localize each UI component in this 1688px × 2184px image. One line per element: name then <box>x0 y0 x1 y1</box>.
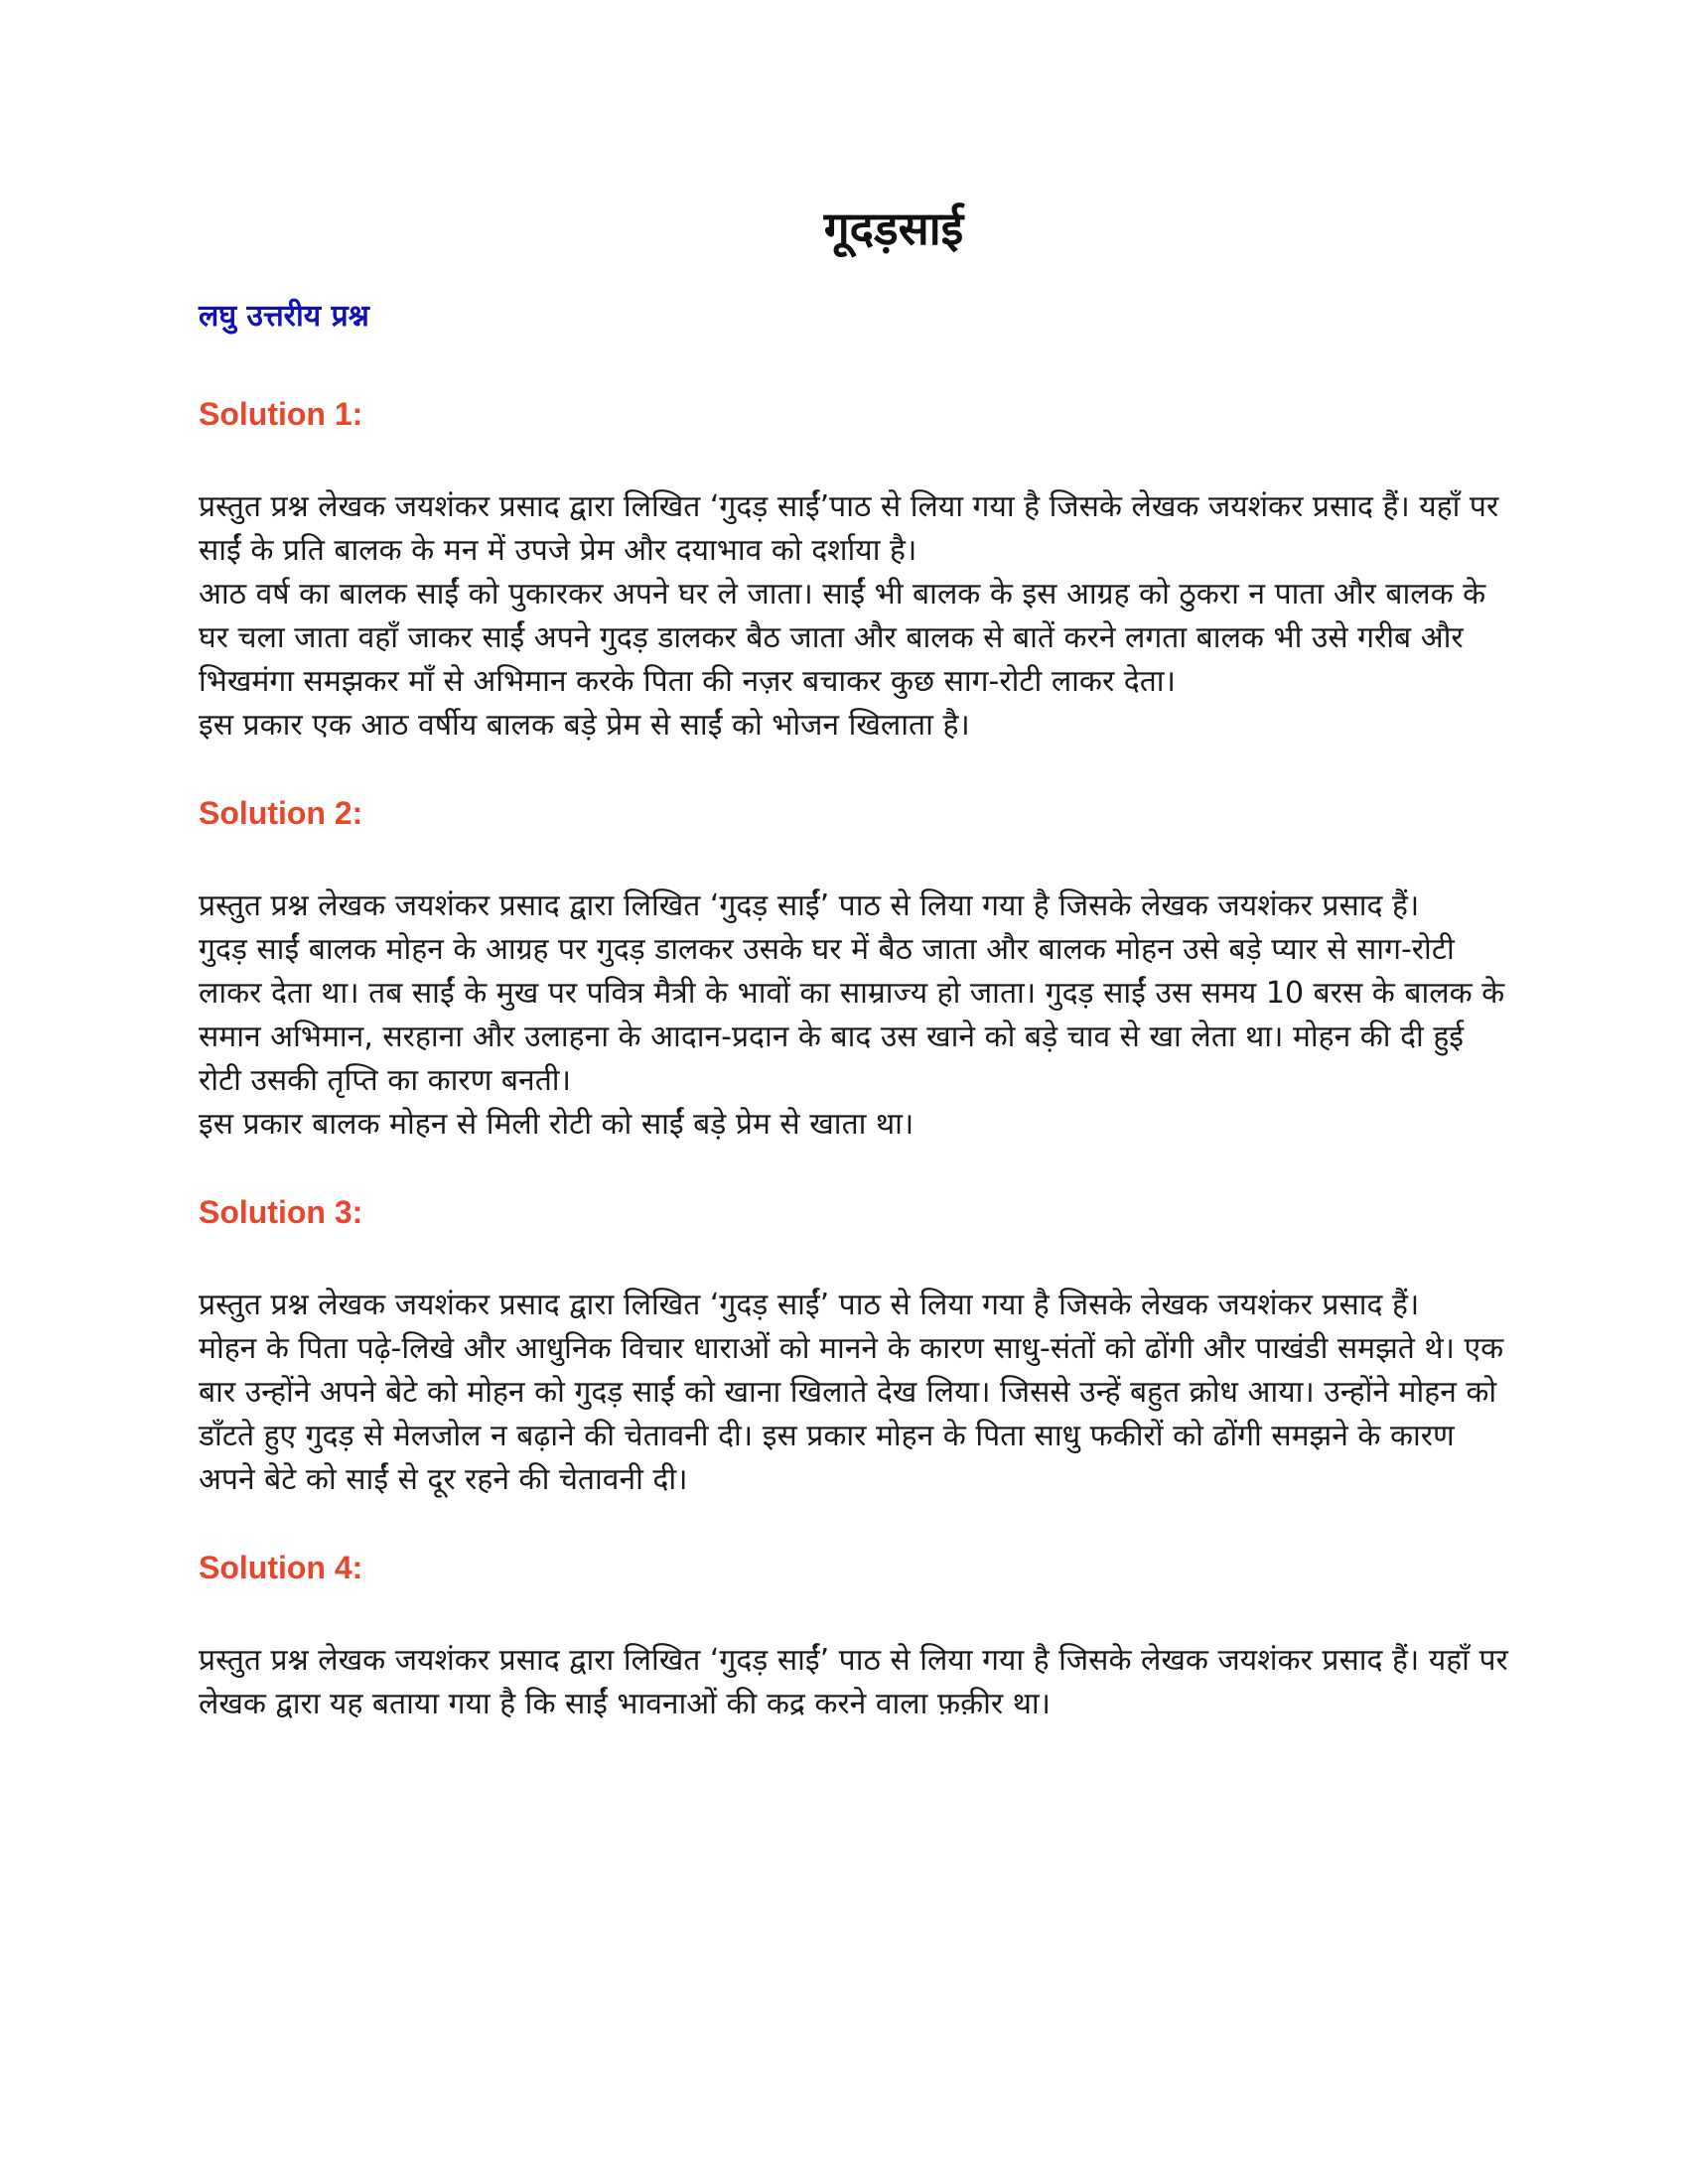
solution-block-1 <box>199 394 1509 748</box>
page-title: गूदड़साई <box>823 202 964 255</box>
solution-paragraph: प्रस्तुत प्रश्न लेखक जयशंकर प्रसाद द्वारा लिखित ‘गुदड़ साईं’ पाठ से लिया गया है जिसके लेखक जयशंकर प्रसाद हैं। यहाँ पर लेखक द्वारा यह बताया गया है कि साईं भावनाओं की कद्र करने वाला फ़क़ीर था। <box>199 1643 1508 1721</box>
solution-block-2 <box>199 793 1509 1147</box>
solution-paragraph: मोहन के पिता पढ़े-लिखे और आधुनिक विचार धाराओं को मानने के कारण साधु-संतों को ढोंगी और पाखंडी समझते थे। एक बार उन्होंने अपने बेटे को मोहन को गुदड़ साईं को खाना खिलाते देख लिया। जिससे उन्हें बहुत क्रोध आया। उन्होंने मोहन को डाँटते हुए गुदड़ से मेलजोल न बढ़ाने की चेतावनी दी। इस प्रकार मोहन के पिता साधु फकीरों को ढोंगी समझने के कारण अपने बेटे को साईं से दूर रहने की चेतावनी दी। <box>199 1331 1504 1497</box>
solution-block-4 <box>199 1548 1509 1726</box>
solution-paragraph: गुदड़ साईं बालक मोहन के आग्रह पर गुदड़ डालकर उसके घर में बैठ जाता और बालक मोहन उसे बड़े प्यार से साग-रोटी लाकर देता था। तब साईं के मुख पर पवित्र मैत्री के भावों का साम्राज्य हो जाता। गुदड़ साईं उस समय 10 बरस के बालक के समान अभिमान, सरहाना और उलाहना के आदान-प्रदान के बाद उस खाने को बड़े चाव से खा लेता था। मोहन की दी हुई रोटी उसकी तृप्ति का कारण बनती। <box>199 932 1505 1098</box>
solution-paragraph: आठ वर्ष का बालक साईं को पुकारकर अपने घर ले जाता। साईं भी बालक के इस आग्रह को ठुकरा न पाता और बालक के घर चला जाता वहाँ जाकर साईं अपने गुदड़ डालकर बैठ जाता और बालक से बातें करने लगता बालक भी उसे गरीब और भिखमंगा समझकर माँ से अभिमान करके पिता की नज़र बचाकर कुछ साग-रोटी लाकर देता। <box>199 577 1486 699</box>
solution-paragraph: प्रस्तुत प्रश्न लेखक जयशंकर प्रसाद द्वारा लिखित ‘गुदड़ साईं’पाठ से लिया गया है जिसके लेखक जयशंकर प्रसाद हैं। यहाँ पर साईं के प्रति बालक के मन में उपजे प्रेम और दयाभाव को दर्शाया है। <box>199 489 1499 568</box>
solution-paragraph: प्रस्तुत प्रश्न लेखक जयशंकर प्रसाद द्वारा लिखित ‘गुदड़ साईं’ पाठ से लिया गया है जिसके लेखक जयशंकर प्रसाद हैं। <box>199 1288 1420 1322</box>
document-page <box>199 194 1509 1772</box>
section-heading: लघु उत्तरीय प्रश्न <box>199 299 369 334</box>
solution-paragraph: प्रस्तुत प्रश्न लेखक जयशंकर प्रसाद द्वारा लिखित ‘गुदड़ साईं’ पाठ से लिया गया है जिसके लेखक जयशंकर प्रसाद हैं। <box>199 888 1420 923</box>
solution-label: Solution 1: <box>199 396 363 432</box>
solution-paragraph: इस प्रकार एक आठ वर्षीय बालक बड़े प्रेम से साईं को भोजन खिलाता है। <box>199 708 970 743</box>
solution-label: Solution 3: <box>199 1194 363 1230</box>
solution-label: Solution 4: <box>199 1550 363 1585</box>
solution-paragraph: इस प्रकार बालक मोहन से मिली रोटी को साईं बड़े प्रेम से खाता था। <box>199 1107 914 1142</box>
solution-label: Solution 2: <box>199 795 363 831</box>
solution-block-3 <box>199 1192 1509 1502</box>
